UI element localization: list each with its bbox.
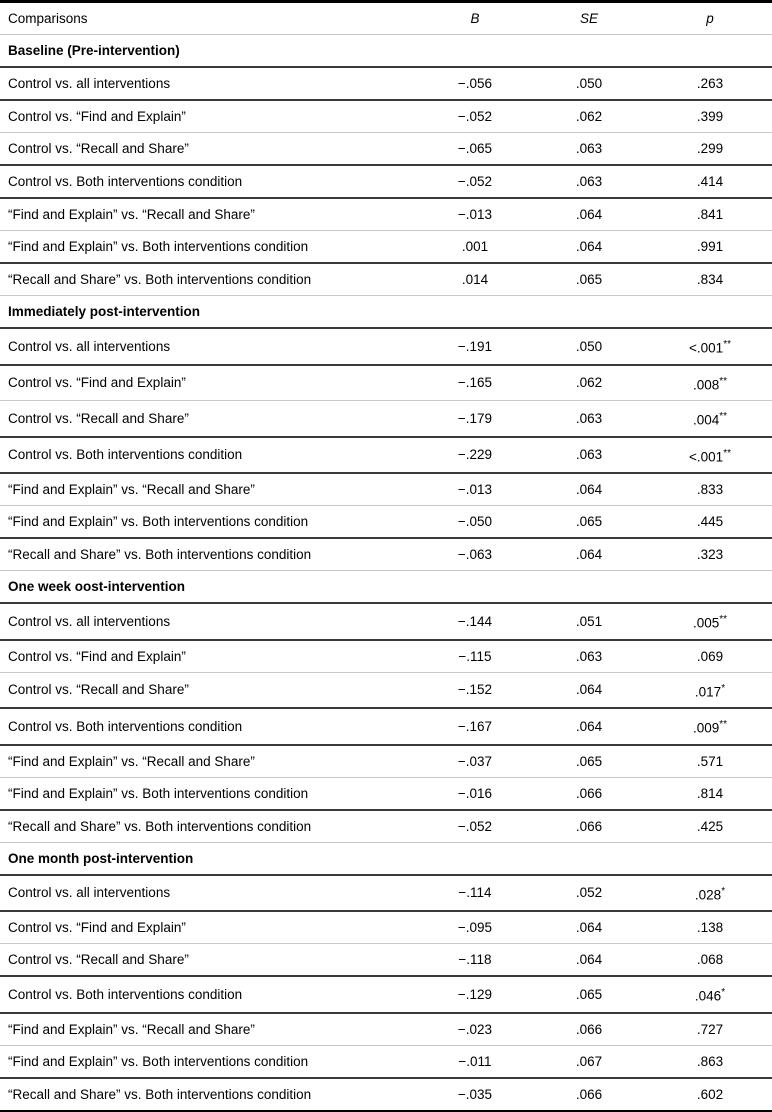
p-value-number: .727 (696, 1021, 724, 1037)
coefficient-b-value: −.115 (420, 640, 530, 673)
p-value (648, 640, 772, 673)
p-value (648, 328, 772, 365)
table-row (0, 1078, 772, 1111)
p-value (648, 1045, 772, 1078)
p-value-number: .399 (696, 109, 724, 124)
comparison-label: Control vs. all interventions (0, 875, 420, 912)
comparison-label: “Find and Explain” vs. “Recall and Share” (0, 473, 420, 506)
comparison-label: “Find and Explain” vs. Both interventions condition (0, 1045, 420, 1078)
comparison-label: Control vs. “Find and Explain” (0, 365, 420, 401)
standard-error-value: .066 (530, 777, 648, 810)
standard-error-value: .067 (530, 1045, 648, 1078)
standard-error-value: .064 (530, 672, 648, 708)
comparison-label: “Recall and Share” vs. Both interventions condition (8, 1086, 312, 1102)
comparison-label: Control vs. “Find and Explain” (0, 911, 420, 944)
table-header-row (0, 2, 772, 35)
coefficient-b-value: −.095 (420, 911, 530, 944)
coefficient-b-value: −.050 (420, 506, 530, 539)
p-value (648, 401, 772, 437)
p-value (648, 1078, 772, 1111)
p-value (648, 437, 772, 474)
coefficient-b-value: −.052 (420, 100, 530, 133)
comparison-label: “Find and Explain” vs. Both interventions condition (0, 231, 420, 264)
coefficient-b-value: −.052 (420, 165, 530, 198)
coefficient-b-value: −.165 (420, 365, 530, 401)
comparison-label: Control vs. all interventions (0, 67, 420, 100)
table-header (0, 2, 772, 35)
coefficient-b-value: −.152 (420, 672, 530, 708)
coefficient-b-value: −.035 (457, 1086, 493, 1102)
table-row (0, 875, 772, 912)
p-value-number: .991 (696, 239, 724, 254)
table-row (0, 672, 772, 708)
coefficient-b-value: −.167 (420, 708, 530, 745)
table-row (0, 708, 772, 745)
standard-error-value: .062 (530, 100, 648, 133)
standard-error-value: .065 (530, 263, 648, 296)
p-value-number: .814 (696, 785, 724, 801)
p-value-number: .602 (696, 1086, 724, 1102)
standard-error-value: .051 (530, 603, 648, 640)
p-value (648, 231, 772, 264)
standard-error-value: .052 (530, 875, 648, 912)
comparison-label: “Find and Explain” vs. “Recall and Share” (0, 198, 420, 231)
section-header-row (0, 35, 772, 68)
standard-error-value: .066 (530, 810, 648, 843)
table-row (0, 538, 772, 571)
comparison-label: “Find and Explain” vs. Both interventions condition (0, 777, 420, 810)
p-value (648, 473, 772, 506)
comparison-label: “Recall and Share” vs. Both interventions condition (0, 263, 420, 296)
table-row (0, 506, 772, 539)
comparison-label: Control vs. all interventions (0, 603, 420, 640)
p-value-number: <.001 (689, 449, 724, 464)
p-value-number: .834 (696, 272, 724, 287)
standard-error-value: .066 (575, 1086, 603, 1102)
coefficient-b-value: −.016 (420, 777, 530, 810)
p-value (648, 67, 772, 100)
significance-stars: ** (723, 339, 731, 350)
column-header-se: SE (530, 2, 648, 35)
p-value-number: .425 (696, 818, 724, 834)
table-row (0, 365, 772, 401)
p-value-number: .068 (696, 952, 724, 967)
coefficient-b-value: −.052 (420, 810, 530, 843)
comparison-label: Control vs. “Recall and Share” (0, 944, 420, 977)
p-value-number: .069 (696, 648, 724, 664)
table-row (0, 437, 772, 474)
section-title: Baseline (Pre-intervention) (0, 35, 772, 68)
p-value (648, 165, 772, 198)
p-value (648, 708, 772, 745)
standard-error-value: .064 (530, 198, 648, 231)
p-value (648, 672, 772, 708)
table-row (0, 473, 772, 506)
p-value (648, 944, 772, 977)
p-value (648, 911, 772, 944)
p-value (648, 506, 772, 539)
table-row (0, 1013, 772, 1046)
column-header-b: B (420, 2, 530, 35)
p-value (648, 198, 772, 231)
table-row (0, 976, 772, 1013)
table-body (0, 35, 772, 1111)
comparison-label: Control vs. Both interventions condition (0, 165, 420, 198)
standard-error-value: .050 (530, 328, 648, 365)
p-value (648, 745, 772, 778)
standard-error-value: .065 (530, 745, 648, 778)
p-value (648, 603, 772, 640)
p-value-number: .017 (694, 684, 722, 699)
table-row (0, 810, 772, 843)
p-value (648, 976, 772, 1013)
p-value (648, 263, 772, 296)
standard-error-value: .064 (530, 231, 648, 264)
table-row (0, 263, 772, 296)
coefficient-b-value: −.063 (420, 538, 530, 571)
coefficient-b-value: .014 (420, 263, 530, 296)
comparison-label: Control vs. “Recall and Share” (0, 672, 420, 708)
p-value-number: .299 (696, 141, 724, 156)
p-value-number: .445 (696, 514, 724, 529)
comparison-label: Control vs. “Recall and Share” (0, 401, 420, 437)
table-row (0, 745, 772, 778)
standard-error-value: .063 (530, 401, 648, 437)
comparison-label: “Recall and Share” vs. Both interventions condition (0, 810, 420, 843)
coefficient-b-value: −.037 (420, 745, 530, 778)
coefficient-b-value: −.013 (420, 473, 530, 506)
section-header-row (0, 296, 772, 329)
coefficient-b-value: .001 (420, 231, 530, 264)
significance-stars: ** (719, 614, 728, 625)
standard-error-value: .063 (530, 133, 648, 166)
coefficient-b-value: −.023 (420, 1013, 530, 1046)
standard-error-value: .064 (530, 473, 648, 506)
coefficient-b-value: −.129 (420, 976, 530, 1013)
significance-stars: * (721, 682, 726, 694)
section-title: One month post-intervention (0, 842, 772, 875)
table-row (0, 640, 772, 673)
p-value (648, 100, 772, 133)
table-row (0, 401, 772, 437)
coefficient-b-value: −.065 (420, 133, 530, 166)
p-value-number: .571 (696, 753, 724, 769)
table-row (0, 944, 772, 977)
coefficient-b-value: −.179 (420, 401, 530, 437)
column-header-comparisons: Comparisons (0, 2, 420, 35)
comparison-label: Control vs. Both interventions condition (0, 976, 420, 1013)
p-value (648, 777, 772, 810)
p-value-number: .263 (696, 76, 724, 91)
significance-stars: * (721, 885, 726, 897)
significance-stars: ** (719, 411, 728, 422)
p-value (648, 365, 772, 401)
comparison-label: “Find and Explain” vs. “Recall and Share” (0, 1013, 420, 1046)
standard-error-value: .064 (530, 911, 648, 944)
p-value (648, 133, 772, 166)
p-value-number: .138 (696, 920, 724, 935)
coefficient-b-value: −.144 (420, 603, 530, 640)
comparison-label: “Recall and Share” vs. Both interventions condition (0, 538, 420, 571)
coefficient-b-value: −.118 (420, 944, 530, 977)
comparison-label: “Find and Explain” vs. “Recall and Share” (0, 745, 420, 778)
comparison-label: Control vs. “Find and Explain” (0, 640, 420, 673)
p-value-number: .323 (696, 547, 724, 562)
comparison-label: Control vs. “Recall and Share” (0, 133, 420, 166)
comparison-label: Control vs. all interventions (0, 328, 420, 365)
p-value (648, 538, 772, 571)
p-value (648, 810, 772, 843)
p-value-number: .005 (692, 615, 720, 631)
column-header-p: p (648, 2, 772, 35)
significance-stars: ** (719, 719, 728, 730)
coefficient-b-value: −.191 (420, 328, 530, 365)
p-value-number: .008 (692, 377, 720, 392)
comparison-label: “Find and Explain” vs. Both interventions condition (0, 506, 420, 539)
standard-error-value: .065 (530, 506, 648, 539)
table-row (0, 133, 772, 166)
p-value-number: .841 (696, 207, 724, 222)
standard-error-value: .064 (530, 708, 648, 745)
p-value-number: .004 (692, 412, 720, 428)
coefficient-b-value: −.011 (420, 1045, 530, 1078)
significance-stars: ** (723, 447, 731, 459)
comparison-label: Control vs. “Find and Explain” (0, 100, 420, 133)
section-title: One week oost-intervention (0, 571, 772, 604)
table-row (0, 777, 772, 810)
comparison-label: Control vs. Both interventions condition (0, 437, 420, 474)
section-header-row (0, 571, 772, 604)
standard-error-value: .063 (530, 437, 648, 474)
standard-error-value: .064 (530, 538, 648, 571)
table-row (0, 1045, 772, 1078)
table-row (0, 603, 772, 640)
p-value-number: .414 (696, 174, 724, 189)
standard-error-value: .064 (530, 944, 648, 977)
section-header-row (0, 842, 772, 875)
p-value (648, 1013, 772, 1046)
coefficient-b-value: −.114 (420, 875, 530, 912)
table-row (0, 67, 772, 100)
standard-error-value: .063 (530, 640, 648, 673)
standard-error-value: .050 (530, 67, 648, 100)
table-row (0, 231, 772, 264)
coefficient-b-value: −.229 (420, 437, 530, 474)
standard-error-value: .063 (530, 165, 648, 198)
coefficient-b-value: −.013 (420, 198, 530, 231)
standard-error-value: .065 (530, 976, 648, 1013)
table-row (0, 328, 772, 365)
p-value-number: .833 (696, 482, 724, 497)
p-value (648, 875, 772, 912)
comparison-label: Control vs. Both interventions condition (0, 708, 420, 745)
table-row (0, 911, 772, 944)
p-value-number: .028 (694, 887, 722, 902)
standard-error-value: .066 (530, 1013, 648, 1046)
coefficient-b-value: −.056 (420, 67, 530, 100)
significance-stars: ** (719, 375, 728, 387)
table-row (0, 198, 772, 231)
p-value-number: <.001 (689, 340, 724, 356)
section-title: Immediately post-intervention (0, 296, 772, 329)
table-row (0, 100, 772, 133)
p-value-number: .046 (694, 988, 722, 1004)
table-row (0, 165, 772, 198)
p-value-number: .009 (692, 720, 720, 736)
significance-stars: * (721, 987, 726, 998)
standard-error-value: .062 (530, 365, 648, 401)
p-value-number: .863 (696, 1053, 724, 1069)
